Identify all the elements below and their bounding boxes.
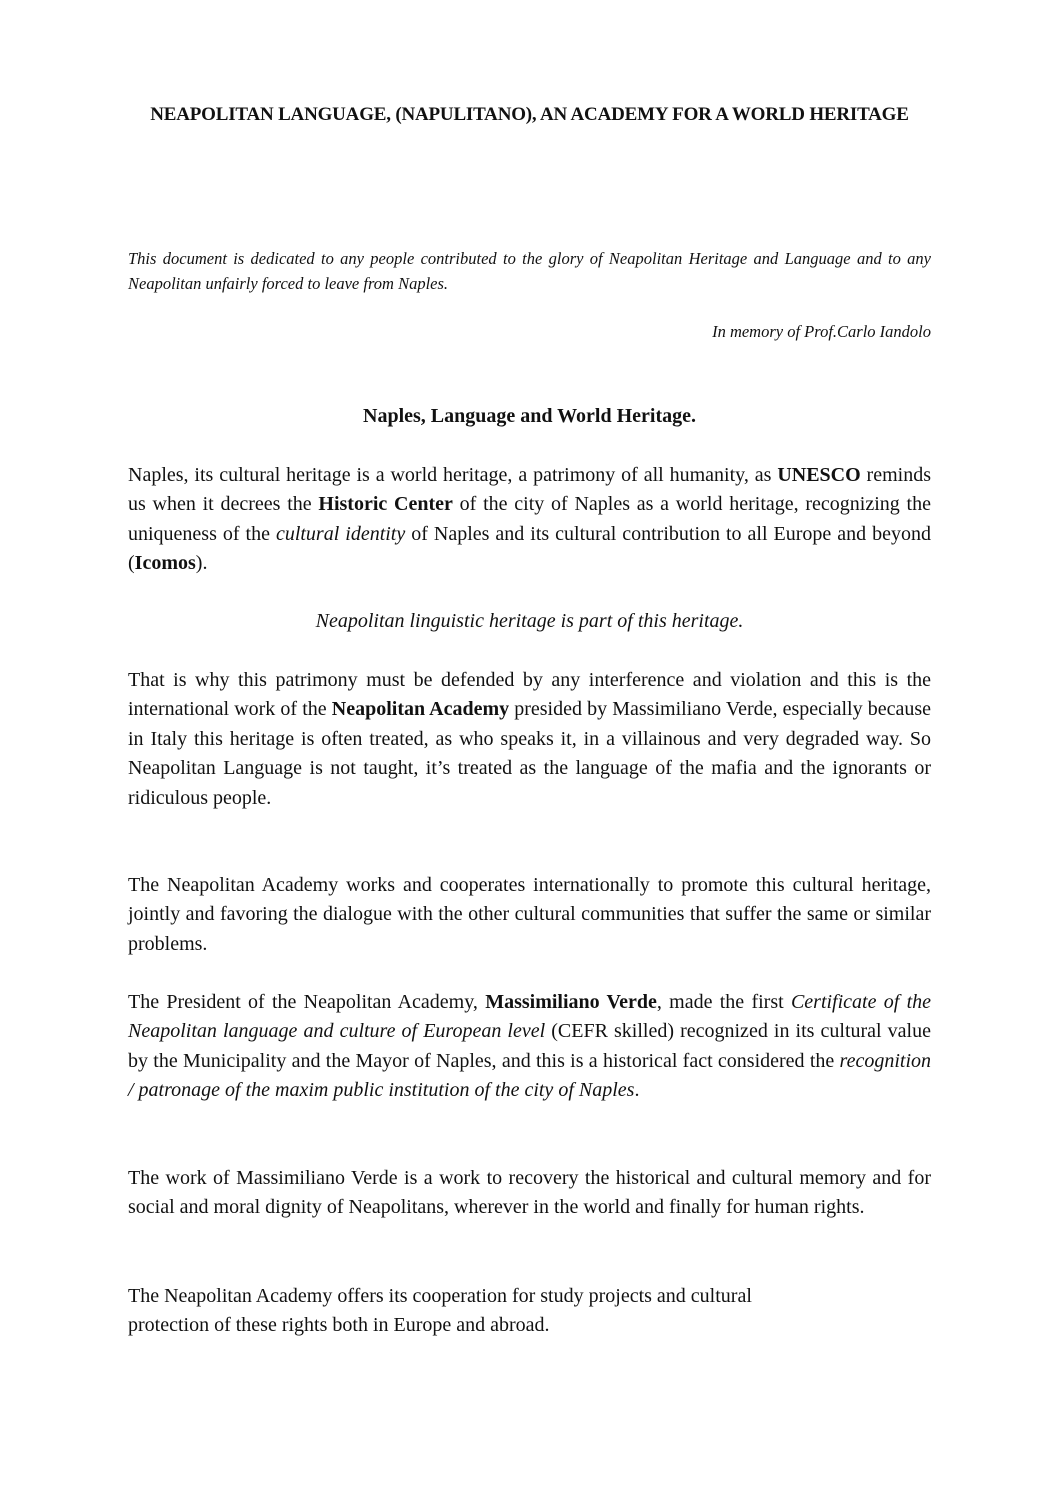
text-run: ). (195, 552, 208, 575)
bold-massimiliano-verde: Massimiliano Verde (485, 991, 657, 1013)
document-title (128, 101, 931, 129)
text-line: protection of these rights both in Europe and abroad. (128, 1314, 550, 1337)
paragraph-offers (128, 1282, 931, 1341)
paragraph-work (128, 1164, 931, 1223)
memory-line: In memory of Prof.Carlo Iandolo (712, 322, 931, 341)
text-run: of the city of Naples as a world heritage, recognizing the uniqueness of the (128, 493, 931, 545)
paragraph-patrimony (128, 666, 931, 813)
paragraph-president (128, 988, 931, 1106)
italic-recognition: recognition / patronage of the maxim public institution of the city of Naples (128, 1049, 931, 1102)
section-heading: Naples, Language and World Heritage. (363, 405, 696, 427)
text-run: The Neapolitan Academy works and cooperates internationally to promote this cultural heritage, jointly and favoring the dialogue with the other cultural communities that suffer the same or similar problems. (128, 874, 931, 955)
bold-neapolitan-academy: Neapolitan Academy (331, 698, 510, 721)
text-run: That is why this patrimony must be defended by any interference and violation and this is the international work of the (128, 669, 931, 721)
italic-cultural-identity: cultural identity (275, 522, 406, 545)
text-run: Naples, its cultural heritage is a world heritage, a patrimony of all humanity, as (128, 464, 778, 486)
text-run: (CEFR skilled) recognized in its cultural value by the Municipality and the Mayor of Naples, and this is a historical fact considered the (128, 1020, 931, 1072)
paragraph-unesco (128, 461, 931, 579)
paragraph-cooperation (128, 871, 931, 959)
text-run: reminds us when it decrees the (128, 464, 931, 516)
italic-certificate: Certificate of the Neapolitan language and culture of European level (128, 991, 931, 1043)
document-title-text: NEAPOLITAN LANGUAGE, (NAPULITANO), AN ACADEMY FOR A WORLD HERITAGE (150, 104, 909, 125)
text-line: The Neapolitan Academy offers its cooperation for study projects and cultural (128, 1285, 752, 1307)
centered-quote: Neapolitan linguistic heritage is part of this heritage. (315, 610, 744, 632)
text-run: of Naples and its cultural contribution to all Europe and beyond ( (128, 522, 931, 575)
bold-historic-center: Historic Center (318, 493, 453, 516)
text-run: The work of Massimiliano Verde is a work to recovery the historical and cultural memory and for social and moral dignity of Neapolitans, wherever in the world and finally for human rights. (128, 1167, 931, 1219)
text-run: The President of the Neapolitan Academy, (128, 991, 486, 1013)
text-run: presided by Massimiliano Verde, especially because in Italy this heritage is often treated, as who speaks it, in a villainous and very degraded way. So Neapolitan Language is not taught, it’s treated as the language of the mafia and the ignorants or ridiculous people. (128, 698, 932, 809)
text-run: , made the first (656, 991, 791, 1013)
dedication-text: This document is dedicated to any people contributed to the glory of Neapolitan Heritage and Language and to any Neapolitan unfairly forced to leave from Naples. (128, 249, 931, 293)
bold-unesco: UNESCO (777, 464, 861, 486)
bold-icomos: Icomos (134, 552, 196, 575)
text-run: . (634, 1079, 640, 1102)
